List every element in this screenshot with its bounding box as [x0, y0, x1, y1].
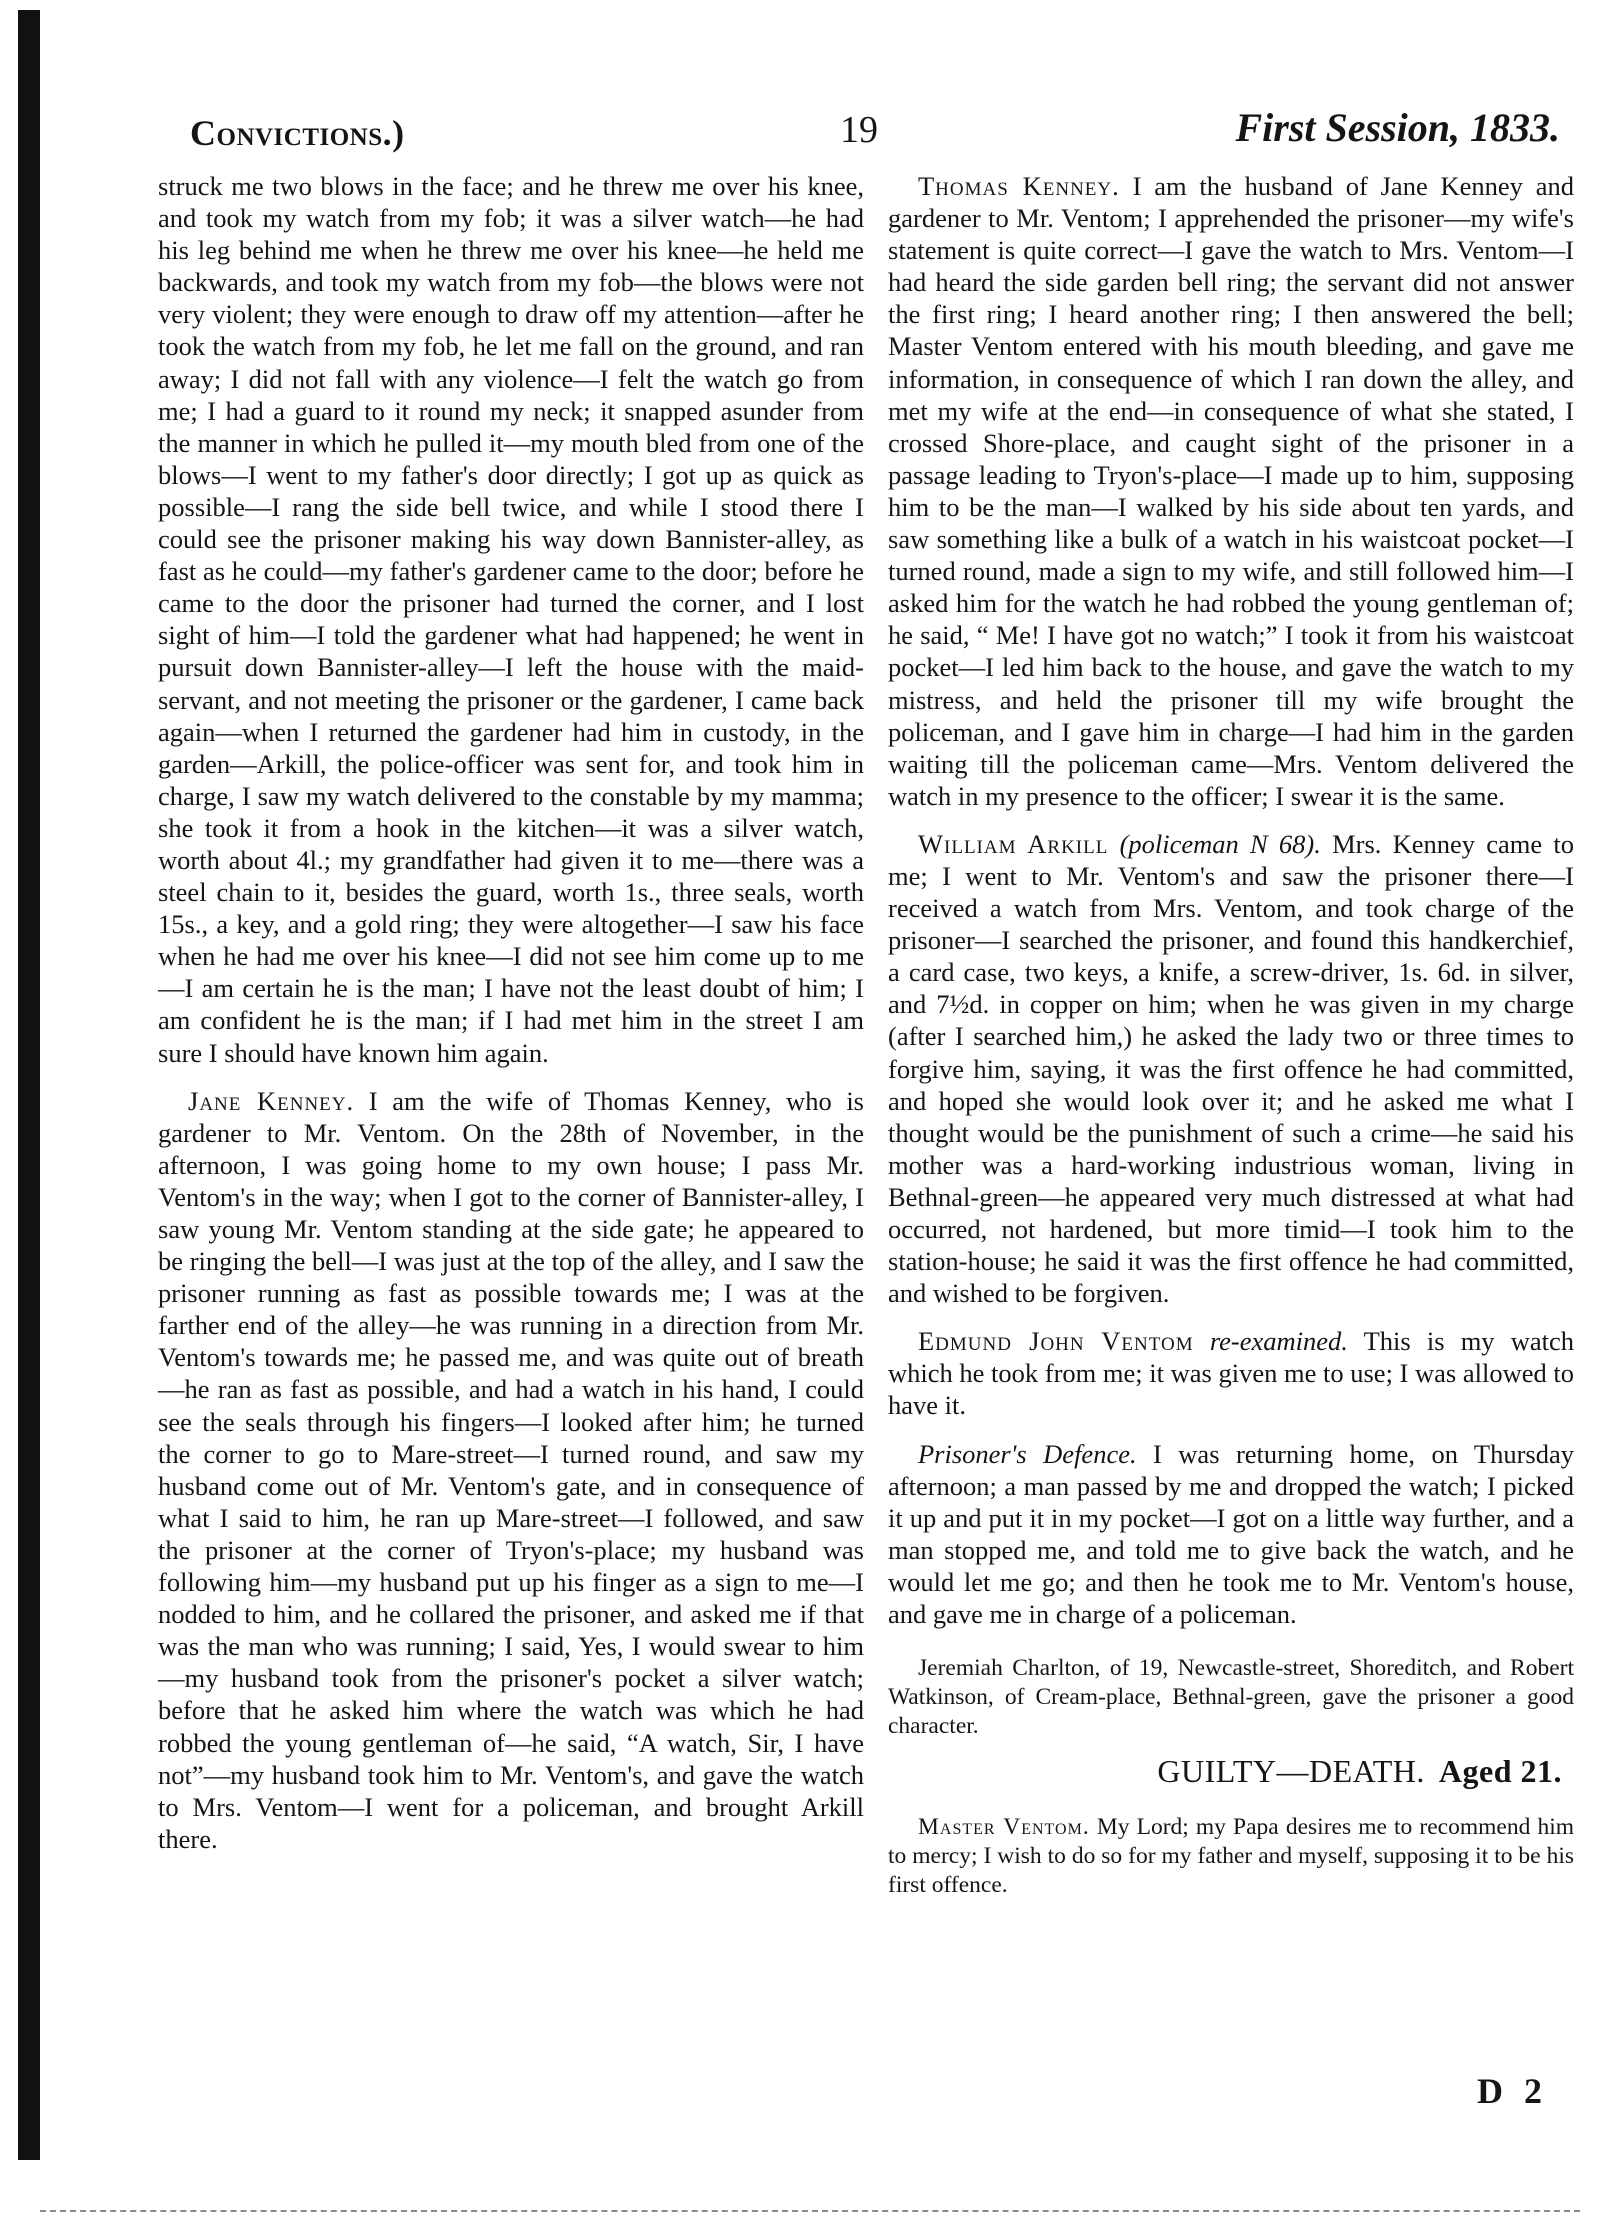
testimony-text: I am the husband of Jane Kenney and gardener to Mr. Ventom; I apprehended the prisoner—my wife's statement is quite correct—I gave the watch to Mrs. Ventom—I had heard the side garden bell ring; the servant did not answer the first ring; I heard another ring; I then answered the bell; Master Ventom entered with his mouth bleeding, and gave me information, in consequence of which I ran down the alley, and met my wife at the end—in consequence of what she stated, I crossed Shore-place, and caught sight of the prisoner in a passage leading to Tryon's-place—I made up to him, supposing him to be the man—I walked by his side about ten yards, and saw something like a bulk of a watch in his waistcoat pocket—I turned round, made a sign to my wife, and still followed him—I asked him for the watch he had robbed the young gentleman of; he said, “ Me! I have got no watch;” I took it from his waistcoat pocket—I led him back to the house, and gave the watch to my mistress, and held the prisoner till my wife brought the policeman, and I gave him in charge—I had him in the garden waiting till the policeman came—Mrs. Ventom delivered the watch in my presence to the officer; I swear it is the same. — [888, 171, 1574, 811]
bottom-dashed-rule — [40, 2210, 1580, 2212]
session-title: First Session, 1833. — [1235, 105, 1560, 150]
verdict-line — [888, 1753, 1562, 1790]
testimony-text: I am the wife of Thomas Kenney, who is gardener to Mr. Ventom. On the 28th of November, in the afternoon, I was going home to my own house; I pass Mr. Ventom's in the way; when I got to the corner of Bannister-alley, I saw young Mr. Ventom standing at the side gate; he appeared to be ringing the bell—I was just at the top of the alley, and I saw the prisoner running as fast as possible towards me; I was at the farther end of the alley—he was running in a direction from Mr. Ventom's towards me; he passed me, and was quite out of breath—he ran as fast as possible, and had a watch in his hand, I could see the seals through his fingers—I looked after him; he turned the corner to go to Mare-street—I turned round, and saw my husband come out of Mr. Ventom's gate, and in consequence of what I said to him, he ran up Mare-street—I followed, and saw the prisoner at the corner of Tryon's-place; my husband was following him—my husband put up his finger as a sign to me—I nodded to him, and he collared the prisoner, and asked me if that was the man who was running; I said, Yes, I would swear to him—my husband took from the prisoner's pocket a silver watch; before that he asked him where the watch was which he had robbed the young gentleman of—he said, “A watch, Sir, I have not”—my husband took him to Mr. Ventom's, and gave the watch to Mrs. Ventom—I went for a policeman, and brought Arkill there. — [158, 1085, 864, 1854]
speaker-name: Thomas Kenney. — [918, 171, 1120, 201]
testimony-continued: struck me two blows in the face; and he threw me over his knee, and took my watch from my fob; it was a silver watch—he had his leg behind me when he threw me over his knee—he held me backwards, and took my watch from my fob—the blows were not very violent; they were enough to draw off my attention—after he took the watch from my fob, he let me fall on the ground, and ran away; I did not fall with any violence—I felt the watch go from me; I had a guard to it round my neck; it snapped asunder from the manner in which he pulled it—my mouth bled from one of the blows—I went to my father's door directly; I got up as quick as possible—I rang the side bell twice, and while I stood there I could see the prisoner making his way down Bannister-alley, as fast as he could—my father's gardener came to the door; before he came to the door the prisoner had turned the corner, and I lost sight of him—I told the gardener what had happened; he went in pursuit down Bannister-alley—I left the house with the maid-servant, and not meeting the prisoner or the gardener, I came back again—when I returned the gardener had him in custody, in the garden—Arkill, the police-officer was sent for, and took him in charge, I saw my watch delivered to the constable by my mamma; she took it from a hook in the kitchen—it was a silver watch, worth about 4l.; my grandfather had given it to me—there was a steel chain to it, besides the guard, worth 1s., three seals, worth 15s., a key, and a gold ring; they were altogether—I saw his face when he had me over his knee—I did not see him come up to me—I am certain he is the man; I have not the least doubt of him; I am confident he is the man; if I had met him in the street I am sure I should have known him again. — [158, 171, 864, 1068]
page-number: 19 — [840, 109, 878, 151]
plea-text: My Lord; my Papa desires me to recommend him to mercy; I wish to do so for my father and myself, supposing it to be his first offence. — [888, 1814, 1575, 1899]
testimony-text: Mrs. Kenney came to me; I went to Mr. Ventom's and saw the prisoner there—I received a watch from Mrs. Ventom, and took charge of the prisoner—I searched the prisoner, and found this handkerchief, a card case, two keys, a knife, a screw-driver, 1s. 6d. in silver, and 7½d. in copper on him; when he was given in my charge (after I searched him,) he asked the lady two or three times to forgive him, saying, it was the first offence he had committed, and hoped she would look over it; and he asked me what I thought would be the punishment of such a crime—he said his mother was a hard-working industrious woman, living in Bethnal-green—he appeared very much distressed at what had occurred, not hardened, but more timid—I took him to the station-house; he said it was the first offence he had committed, and wished to be forgiven. — [888, 828, 1575, 1309]
speaker-name: Jane Kenney. — [188, 1085, 355, 1116]
testimony-jane-kenney — [158, 1085, 864, 1855]
verdict: GUILTY—DEATH. — [1157, 1753, 1425, 1790]
signature-mark: D 2 — [1477, 2071, 1548, 2111]
right-column — [888, 170, 1574, 1900]
testimony-edmund-ventom — [888, 1325, 1574, 1421]
prisoner-age: Aged 21. — [1438, 1753, 1562, 1790]
speaker-name: Master Ventom. — [918, 1814, 1090, 1841]
speaker-name: William Arkill — [918, 828, 1109, 859]
section-title: Convictions.) — [190, 113, 405, 153]
left-column — [158, 170, 864, 1871]
speaker-role: (policeman N 68). — [1119, 828, 1321, 859]
testimony-text: This is my watch which he took from me; it was given me to use; I was allowed to have it. — [888, 1326, 1574, 1421]
prisoner-defence — [888, 1438, 1574, 1631]
speaker-name: Edmund John Ventom — [918, 1326, 1194, 1357]
character-witnesses: Jeremiah Charlton, of 19, Newcastle-street, Shoreditch, and Robert Watkinson, of Cream-place, Bethnal-green, gave the prisoner a good character. — [888, 1655, 1574, 1740]
speaker-role: re-examined. — [1209, 1326, 1348, 1357]
master-ventom-plea — [888, 1813, 1574, 1900]
testimony-thomas-kenney — [888, 170, 1574, 812]
defence-text: I was returning home, on Thursday afternoon; a man passed by me and dropped the watch; I picked it up and put it in my pocket—I got on a little way further, and a man stopped me, and told me to give back the watch, and he would let me go; and then he took me to Mr. Ventom's house, and gave me in charge of a policeman. — [888, 1438, 1574, 1630]
testimony-william-arkill — [888, 828, 1574, 1309]
running-head — [190, 104, 1560, 164]
defence-label: Prisoner's Defence. — [918, 1438, 1137, 1469]
